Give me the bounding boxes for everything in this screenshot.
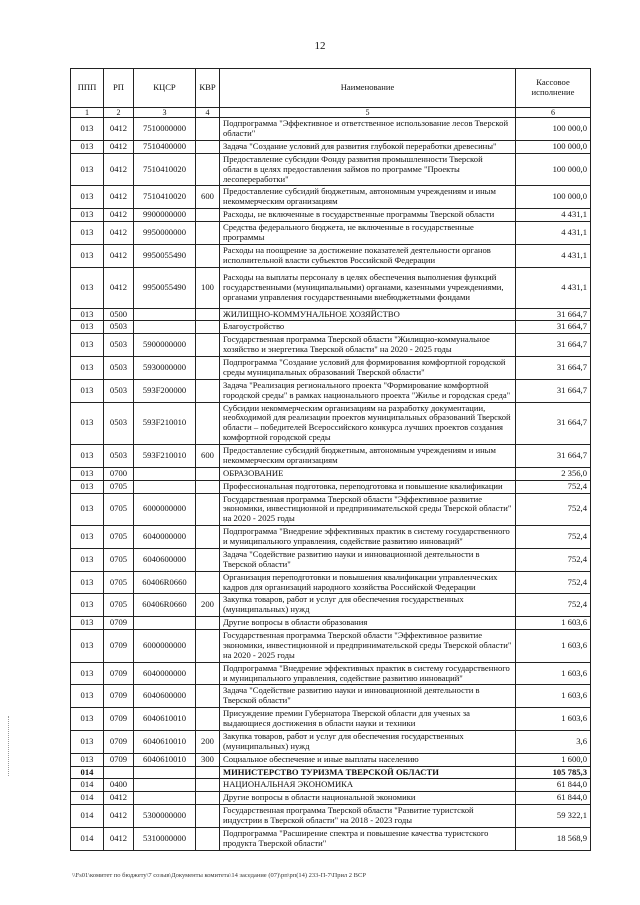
cell-name: Присуждение премии Губернатора Тверской области для ученых за выдающиеся достижения в области науки и техники [220, 708, 516, 731]
cell-kcsr: 9950000000 [134, 222, 196, 245]
cell-amount: 4 431,1 [516, 244, 591, 267]
cell-rp: 0412 [104, 140, 134, 153]
table-row [71, 594, 591, 617]
cell-ppp: 013 [71, 526, 104, 549]
cell-kvr [196, 617, 220, 630]
cell-kcsr: 5310000000 [134, 827, 196, 850]
cell-name: Другие вопросы в области образования [220, 617, 516, 630]
table-row [71, 805, 591, 828]
cell-rp: 0412 [104, 267, 134, 308]
table-row [71, 222, 591, 245]
cell-amount: 752,4 [516, 571, 591, 594]
table-row [71, 827, 591, 850]
cell-kvr [196, 662, 220, 685]
table-row [71, 779, 591, 792]
cell-ppp: 013 [71, 244, 104, 267]
cell-name: Подпрограмма "Внедрение эффективных практик в систему государственного и муниципального управления, содействие развитию инноваций" [220, 662, 516, 685]
cell-ppp: 013 [71, 308, 104, 321]
cell-ppp: 014 [71, 792, 104, 805]
column-number: 4 [196, 108, 220, 118]
cell-name: Социальное обеспечение и иные выплаты населению [220, 753, 516, 766]
cell-rp: 0503 [104, 445, 134, 468]
cell-kvr [196, 467, 220, 480]
table-row [71, 308, 591, 321]
header-rp: РП [104, 69, 134, 108]
cell-rp: 0503 [104, 321, 134, 334]
cell-kcsr: 593F210010 [134, 445, 196, 468]
cell-kcsr: 5900000000 [134, 334, 196, 357]
cell-name: Средства федерального бюджета, не включенные в государственные программы [220, 222, 516, 245]
cell-name: Организация переподготовки и повышения квалификации управленческих кадров для организаций народного хозяйства Российской Федерации [220, 571, 516, 594]
cell-ppp: 014 [71, 779, 104, 792]
cell-amount: 1 600,0 [516, 753, 591, 766]
cell-ppp: 013 [71, 730, 104, 753]
cell-ppp: 013 [71, 118, 104, 141]
cell-rp: 0503 [104, 402, 134, 445]
cell-name: Субсидии некоммерческим организациям на разработку документации, необходимой для реализации проектов муниципальных образований Тверской области – победителей Всероссийского конкурса лучших проектов создания комфортной городской среды [220, 402, 516, 445]
cell-rp: 0709 [104, 708, 134, 731]
table-row [71, 209, 591, 222]
cell-kcsr: 6040610010 [134, 708, 196, 731]
cell-ppp: 013 [71, 493, 104, 526]
cell-kvr [196, 209, 220, 222]
cell-amount: 100 000,0 [516, 153, 591, 186]
cell-ppp: 013 [71, 571, 104, 594]
cell-amount: 752,4 [516, 594, 591, 617]
cell-amount: 1 603,6 [516, 708, 591, 731]
cell-rp: 0412 [104, 827, 134, 850]
cell-rp: 0705 [104, 571, 134, 594]
cell-kvr [196, 571, 220, 594]
table-row [71, 445, 591, 468]
cell-rp: 0705 [104, 480, 134, 493]
cell-rp: 0412 [104, 244, 134, 267]
cell-name: НАЦИОНАЛЬНАЯ ЭКОНОМИКА [220, 779, 516, 792]
cell-rp: 0709 [104, 730, 134, 753]
table-row [71, 153, 591, 186]
cell-ppp: 013 [71, 379, 104, 402]
cell-rp: 0500 [104, 308, 134, 321]
cell-kvr [196, 480, 220, 493]
cell-kcsr: 593F200000 [134, 379, 196, 402]
cell-kcsr [134, 321, 196, 334]
cell-amount: 18 568,9 [516, 827, 591, 850]
cell-ppp: 013 [71, 357, 104, 380]
table-row [71, 753, 591, 766]
cell-ppp: 013 [71, 708, 104, 731]
cell-rp: 0503 [104, 357, 134, 380]
header-amount: Кассовое исполнение [516, 69, 591, 108]
cell-kcsr [134, 308, 196, 321]
cell-amount: 1 603,6 [516, 685, 591, 708]
cell-rp: 0709 [104, 685, 134, 708]
table-row [71, 186, 591, 209]
header-name: Наименование [220, 69, 516, 108]
cell-amount: 31 664,7 [516, 445, 591, 468]
cell-name: Закупка товаров, работ и услуг для обеспечения государственных (муниципальных) нужд [220, 594, 516, 617]
cell-kvr [196, 766, 220, 779]
cell-ppp: 013 [71, 321, 104, 334]
table-body [71, 118, 591, 851]
cell-ppp: 013 [71, 267, 104, 308]
table-row [71, 630, 591, 663]
cell-rp: 0705 [104, 493, 134, 526]
cell-name: Задача "Содействие развитию науки и инновационной деятельности в Тверской области" [220, 548, 516, 571]
cell-rp: 0412 [104, 118, 134, 141]
cell-kcsr: 9950055490 [134, 244, 196, 267]
file-path-footer: \\Fs01\комитет по бюджету\7 созыв\Документы комитета\14 заседание (07)\рп\рп(14) 233-П-7\Прил 2 ВСР [72, 872, 366, 879]
cell-ppp: 014 [71, 827, 104, 850]
cell-amount: 752,4 [516, 493, 591, 526]
cell-ppp: 014 [71, 766, 104, 779]
cell-amount: 4 431,1 [516, 267, 591, 308]
cell-kvr: 600 [196, 445, 220, 468]
cell-amount: 1 603,6 [516, 630, 591, 663]
cell-kvr [196, 402, 220, 445]
cell-name: Государственная программа Тверской области "Эффективное развитие экономики, инвестиционной и предпринимательской среды Тверской области" на 2020 - 2025 годы [220, 630, 516, 663]
cell-amount: 31 664,7 [516, 357, 591, 380]
cell-ppp: 013 [71, 140, 104, 153]
cell-kvr [196, 685, 220, 708]
cell-kcsr: 7510400000 [134, 140, 196, 153]
cell-kcsr [134, 467, 196, 480]
cell-kcsr [134, 766, 196, 779]
cell-kvr [196, 379, 220, 402]
table-row [71, 571, 591, 594]
cell-amount: 100 000,0 [516, 186, 591, 209]
cell-ppp: 013 [71, 594, 104, 617]
cell-amount: 31 664,7 [516, 379, 591, 402]
cell-ppp: 013 [71, 445, 104, 468]
cell-kvr [196, 357, 220, 380]
cell-name: Расходы на выплаты персоналу в целях обеспечения выполнения функций государственными (муниципальными) органами, казенными учреждениями, органами управления государственными внебюджетными фондами [220, 267, 516, 308]
table-row [71, 321, 591, 334]
table-row [71, 548, 591, 571]
table-row [71, 267, 591, 308]
cell-rp: 0412 [104, 153, 134, 186]
cell-kcsr: 6040610010 [134, 753, 196, 766]
cell-rp: 0412 [104, 209, 134, 222]
cell-ppp: 013 [71, 467, 104, 480]
cell-rp: 0709 [104, 617, 134, 630]
cell-name: Закупка товаров, работ и услуг для обеспечения государственных (муниципальных) нужд [220, 730, 516, 753]
cell-ppp: 013 [71, 334, 104, 357]
cell-kcsr: 7510000000 [134, 118, 196, 141]
cell-kvr [196, 308, 220, 321]
column-numbers-row [71, 108, 591, 118]
cell-kcsr [134, 779, 196, 792]
cell-ppp: 014 [71, 805, 104, 828]
cell-ppp: 013 [71, 548, 104, 571]
table-row [71, 526, 591, 549]
cell-amount: 4 431,1 [516, 209, 591, 222]
margin-marks [8, 716, 11, 776]
cell-kvr: 200 [196, 730, 220, 753]
page-number: 12 [314, 40, 326, 52]
cell-kcsr [134, 480, 196, 493]
cell-rp: 0700 [104, 467, 134, 480]
cell-amount: 61 844,0 [516, 779, 591, 792]
header-kcsr: КЦСР [134, 69, 196, 108]
cell-kvr [196, 792, 220, 805]
cell-ppp: 013 [71, 480, 104, 493]
cell-kcsr [134, 792, 196, 805]
cell-rp: 0709 [104, 630, 134, 663]
cell-amount: 31 664,7 [516, 321, 591, 334]
cell-name: Государственная программа Тверской области "Развитие туристской индустрии в Тверской области" на 2018 - 2023 годы [220, 805, 516, 828]
cell-ppp: 013 [71, 685, 104, 708]
cell-kcsr: 6000000000 [134, 493, 196, 526]
cell-name: Предоставление субсидии Фонду развития промышленности Тверской области в целях предоставления займов по программе "Проекты лесопереработки" [220, 153, 516, 186]
cell-kvr [196, 548, 220, 571]
column-number: 6 [516, 108, 591, 118]
cell-kcsr: 9900000000 [134, 209, 196, 222]
cell-rp: 0705 [104, 526, 134, 549]
cell-ppp: 013 [71, 209, 104, 222]
cell-amount: 2 356,0 [516, 467, 591, 480]
cell-amount: 752,4 [516, 526, 591, 549]
cell-kcsr: 9950055490 [134, 267, 196, 308]
cell-kvr: 300 [196, 753, 220, 766]
cell-name: Предоставление субсидий бюджетным, автономным учреждениям и иным некоммерческим организациям [220, 445, 516, 468]
cell-amount: 31 664,7 [516, 334, 591, 357]
table-row [71, 244, 591, 267]
cell-kvr [196, 630, 220, 663]
cell-kvr [196, 321, 220, 334]
cell-kcsr: 6040600000 [134, 685, 196, 708]
cell-amount: 752,4 [516, 548, 591, 571]
cell-ppp: 013 [71, 222, 104, 245]
cell-name: Задача "Содействие развитию науки и инновационной деятельности в Тверской области" [220, 685, 516, 708]
table-row [71, 730, 591, 753]
cell-name: Подпрограмма "Внедрение эффективных практик в систему государственного и муниципального управления, содействие развитию инноваций" [220, 526, 516, 549]
cell-kvr [196, 493, 220, 526]
cell-kcsr: 6040610010 [134, 730, 196, 753]
cell-name: Государственная программа Тверской области "Жилищно-коммунальное хозяйство и энергетика Тверской области" на 2020 - 2025 годы [220, 334, 516, 357]
header-kvr: КВР [196, 69, 220, 108]
cell-name: Задача "Реализация регионального проекта "Формирование комфортной городской среды" в рамках национального проекта "Жилье и городская среда" [220, 379, 516, 402]
cell-name: Государственная программа Тверской области "Эффективное развитие экономики, инвестиционной и предпринимательской среды Тверской области" на 2020 - 2025 годы [220, 493, 516, 526]
cell-ppp: 013 [71, 153, 104, 186]
column-number: 2 [104, 108, 134, 118]
cell-kcsr: 5300000000 [134, 805, 196, 828]
cell-name: Подпрограмма "Расширение спектра и повышение качества туристского продукта Тверской области" [220, 827, 516, 850]
table-row [71, 334, 591, 357]
table-row [71, 357, 591, 380]
cell-kcsr: 5930000000 [134, 357, 196, 380]
cell-rp: 0412 [104, 792, 134, 805]
cell-amount: 4 431,1 [516, 222, 591, 245]
table-row [71, 140, 591, 153]
cell-kvr [196, 708, 220, 731]
cell-kcsr [134, 617, 196, 630]
cell-kvr: 200 [196, 594, 220, 617]
cell-kcsr: 6040600000 [134, 548, 196, 571]
cell-kvr [196, 526, 220, 549]
cell-amount: 31 664,7 [516, 402, 591, 445]
column-number: 1 [71, 108, 104, 118]
cell-kvr [196, 140, 220, 153]
table-header-row [71, 69, 591, 108]
cell-kcsr: 60406R0660 [134, 594, 196, 617]
cell-name: Подпрограмма "Эффективное и ответственное использование лесов Тверской области" [220, 118, 516, 141]
cell-name: Подпрограмма "Создание условий для формирования комфортной городской среды муниципальных образований Тверской области" [220, 357, 516, 380]
cell-amount: 31 664,7 [516, 308, 591, 321]
cell-kvr [196, 779, 220, 792]
cell-kcsr: 6000000000 [134, 630, 196, 663]
cell-kvr [196, 805, 220, 828]
column-number: 3 [134, 108, 196, 118]
table-row [71, 379, 591, 402]
cell-kvr [196, 244, 220, 267]
table-row [71, 708, 591, 731]
cell-kcsr: 6040000000 [134, 662, 196, 685]
cell-name: ОБРАЗОВАНИЕ [220, 467, 516, 480]
cell-ppp: 013 [71, 753, 104, 766]
table-row [71, 467, 591, 480]
cell-name: Благоустройство [220, 321, 516, 334]
cell-name: МИНИСТЕРСТВО ТУРИЗМА ТВЕРСКОЙ ОБЛАСТИ [220, 766, 516, 779]
cell-ppp: 013 [71, 662, 104, 685]
table-row [71, 118, 591, 141]
cell-rp: 0709 [104, 753, 134, 766]
table-row [71, 480, 591, 493]
cell-ppp: 013 [71, 630, 104, 663]
cell-ppp: 013 [71, 186, 104, 209]
cell-amount: 1 603,6 [516, 617, 591, 630]
cell-rp: 0709 [104, 662, 134, 685]
table-row [71, 685, 591, 708]
cell-kvr [196, 153, 220, 186]
header-ppp: ППП [71, 69, 104, 108]
column-number: 5 [220, 108, 516, 118]
cell-rp: 0412 [104, 222, 134, 245]
cell-kvr [196, 827, 220, 850]
cell-name: Предоставление субсидий бюджетным, автономным учреждениям и иным некоммерческим организациям [220, 186, 516, 209]
table-row [71, 493, 591, 526]
cell-kcsr: 60406R0660 [134, 571, 196, 594]
cell-rp: 0705 [104, 594, 134, 617]
table-row [71, 792, 591, 805]
cell-name: Профессиональная подготовка, переподготовка и повышение квалификации [220, 480, 516, 493]
cell-kvr [196, 334, 220, 357]
cell-ppp: 013 [71, 402, 104, 445]
cell-kvr [196, 222, 220, 245]
cell-amount: 3,6 [516, 730, 591, 753]
table-row [71, 662, 591, 685]
table-row [71, 766, 591, 779]
cell-amount: 752,4 [516, 480, 591, 493]
cell-amount: 1 603,6 [516, 662, 591, 685]
cell-rp [104, 766, 134, 779]
table-row [71, 617, 591, 630]
cell-name: Другие вопросы в области национальной экономики [220, 792, 516, 805]
cell-name: Задача "Создание условий для развития глубокой переработки древесины" [220, 140, 516, 153]
cell-name: ЖИЛИЩНО-КОММУНАЛЬНОЕ ХОЗЯЙСТВО [220, 308, 516, 321]
cell-kvr: 600 [196, 186, 220, 209]
cell-amount: 59 322,1 [516, 805, 591, 828]
cell-kvr: 100 [196, 267, 220, 308]
cell-kcsr: 593F210010 [134, 402, 196, 445]
budget-table [70, 68, 591, 851]
cell-kcsr: 6040000000 [134, 526, 196, 549]
cell-amount: 100 000,0 [516, 118, 591, 141]
cell-rp: 0503 [104, 379, 134, 402]
cell-rp: 0705 [104, 548, 134, 571]
table-row [71, 402, 591, 445]
cell-kcsr: 7510410020 [134, 153, 196, 186]
cell-kvr [196, 118, 220, 141]
cell-ppp: 013 [71, 617, 104, 630]
cell-name: Расходы на поощрение за достижение показателей деятельности органов исполнительной власти субъектов Российской Федерации [220, 244, 516, 267]
cell-amount: 105 785,3 [516, 766, 591, 779]
cell-name: Расходы, не включенные в государственные программы Тверской области [220, 209, 516, 222]
cell-rp: 0412 [104, 805, 134, 828]
cell-amount: 61 844,0 [516, 792, 591, 805]
cell-rp: 0400 [104, 779, 134, 792]
cell-amount: 100 000,0 [516, 140, 591, 153]
cell-kcsr: 7510410020 [134, 186, 196, 209]
cell-rp: 0412 [104, 186, 134, 209]
cell-rp: 0503 [104, 334, 134, 357]
